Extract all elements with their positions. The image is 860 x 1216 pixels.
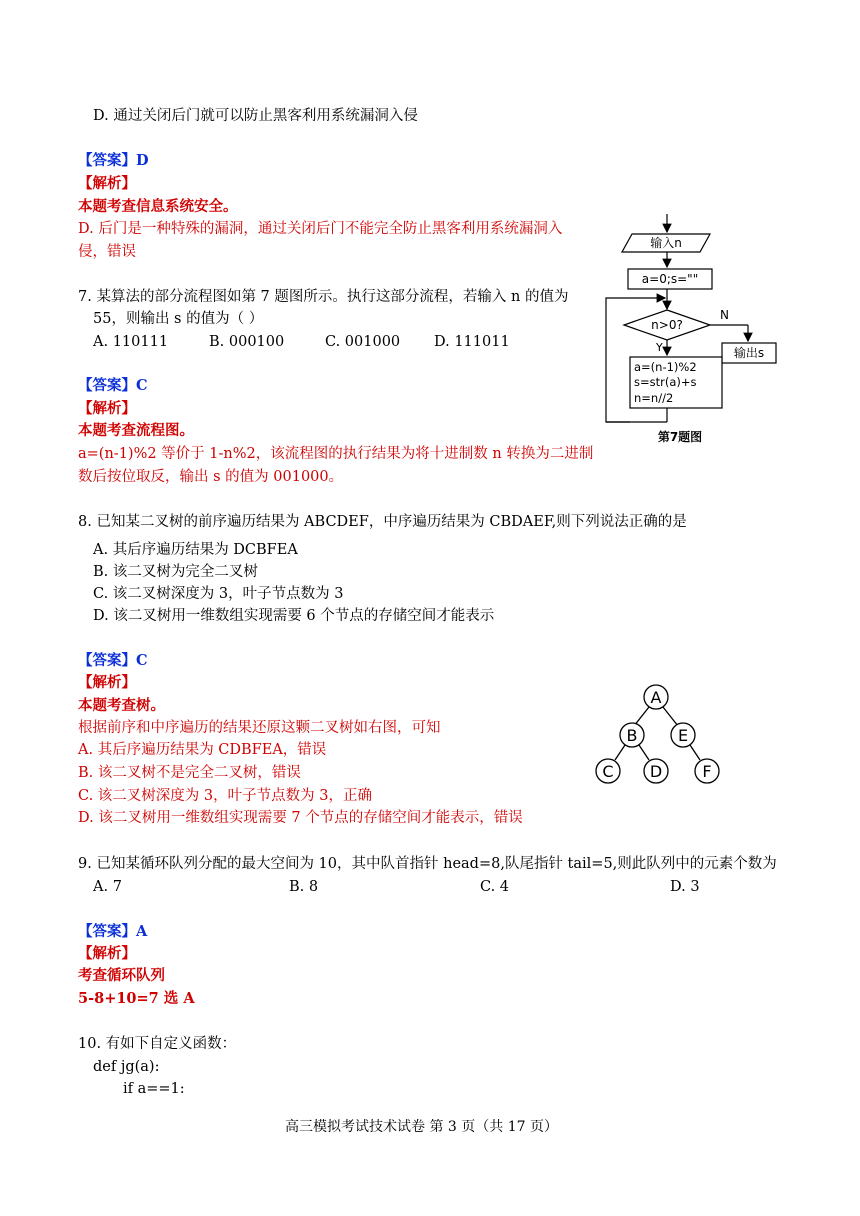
- q8-option-a: A. 其后序遍历结果为 DCBFEA: [93, 542, 298, 558]
- flow-caption: 第7题图: [657, 430, 703, 444]
- q10-code-1: def jg(a):: [93, 1059, 160, 1075]
- q6-topic: 本题考查信息系统安全。: [78, 198, 238, 215]
- q9-option-d: D. 3: [670, 879, 700, 895]
- q7-option-d: D. 111011: [434, 334, 510, 350]
- q8-stem: 8. 已知某二叉树的前序遍历结果为 ABCDEF，中序遍历结果为 CBDAEF,则下列说法正确的是: [78, 514, 687, 530]
- q8-explanation-4: C. 该二叉树深度为 3，叶子节点数为 3，正确: [78, 788, 372, 804]
- q7-stem-2: 55，则输出 s 的值为（ ）: [93, 311, 264, 327]
- flow-yes-label: Y: [656, 341, 663, 354]
- q8-topic: 本题考查树。: [78, 697, 165, 714]
- q8-explanation-1: 根据前序和中序遍历的结果还原这颗二叉树如右图，可知: [78, 720, 441, 736]
- q7-option-c: C. 001000: [325, 334, 401, 350]
- q8-answer: 【答案】C: [78, 652, 148, 669]
- q8-explanation-2: A. 其后序遍历结果为 CDBFEA，错误: [78, 742, 327, 758]
- tree-node-c-label: C: [602, 762, 614, 781]
- q9-option-b: B. 8: [289, 879, 319, 895]
- q9-topic: 考查循环队列: [78, 967, 165, 984]
- q7-explanation-1: a=(n-1)%2 等价于 1-n%2，该流程图的执行结果为将十进制数 n 转换为二进制: [78, 446, 594, 462]
- q7-analysis-label: 【解析】: [78, 400, 136, 417]
- tree-node-b-label: B: [626, 726, 638, 745]
- q8-option-d: D. 该二叉树用一维数组实现需要 6 个节点的存储空间才能表示: [93, 608, 495, 624]
- q7-topic: 本题考查流程图。: [78, 422, 194, 439]
- q6-answer: 【答案】D: [78, 152, 149, 169]
- q9-analysis-label: 【解析】: [78, 945, 136, 962]
- q9-option-c: C. 4: [480, 879, 510, 895]
- q7-explanation-2: 数后按位取反，输出 s 的值为 001000。: [78, 469, 344, 485]
- q8-analysis-label: 【解析】: [78, 674, 136, 691]
- flow-input-text: 输入n: [650, 236, 682, 250]
- flow-body-3: n=n//2: [634, 391, 674, 405]
- tree-node-d-label: D: [649, 762, 663, 781]
- q7-option-b: B. 000100: [209, 334, 285, 350]
- q10-code-2: if a==1:: [123, 1081, 185, 1097]
- q7-answer: 【答案】C: [78, 377, 148, 394]
- q6-explanation-1: D. 后门是一种特殊的漏洞，通过关闭后门不能完全防止黑客利用系统漏洞入: [78, 221, 563, 237]
- q8-binary-tree: [590, 680, 730, 788]
- q8-option-c: C. 该二叉树深度为 3，叶子节点数为 3: [93, 586, 344, 602]
- q8-option-b: B. 该二叉树为完全二叉树: [93, 564, 258, 580]
- q9-option-a: A. 7: [93, 879, 122, 895]
- q6-explanation-2: 侵，错误: [78, 244, 136, 260]
- q7-stem-1: 7. 某算法的部分流程图如第 7 题图所示。执行这部分流程，若输入 n 的值为: [78, 289, 569, 305]
- q8-explanation-3: B. 该二叉树不是完全二叉树，错误: [78, 765, 301, 781]
- flow-body-2: s=str(a)+s: [634, 375, 697, 389]
- tree-node-e-label: E: [677, 726, 689, 745]
- q10-stem: 10. 有如下自定义函数：: [78, 1036, 237, 1052]
- q6-option-d: D. 通过关闭后门就可以防止黑客利用系统漏洞入侵: [93, 108, 418, 124]
- q7-option-a: A. 110111: [93, 334, 169, 350]
- flow-no-label: N: [720, 308, 729, 322]
- tree-node-a-label: A: [650, 688, 662, 707]
- flow-condition-text: n>0?: [651, 318, 683, 332]
- flow-init-text: a=0;s="": [641, 272, 699, 286]
- q9-explanation: 5-8+10=7 选 A: [78, 990, 195, 1007]
- q9-answer: 【答案】A: [78, 923, 148, 940]
- q7-flowchart: [596, 210, 792, 450]
- page-footer: 高三模拟考试技术试卷 第 3 页（共 17 页）: [285, 1119, 558, 1135]
- q6-analysis-label: 【解析】: [78, 175, 136, 192]
- flow-output-text: 输出s: [733, 346, 765, 360]
- tree-node-f-label: F: [702, 762, 712, 781]
- q8-explanation-5: D. 该二叉树用一维数组实现需要 7 个节点的存储空间才能表示，错误: [78, 810, 523, 826]
- flow-body-1: a=(n-1)%2: [634, 360, 697, 374]
- q9-stem: 9. 已知某循环队列分配的最大空间为 10，其中队首指针 head=8,队尾指针 tail=5,则此队列中的元素个数为: [78, 856, 777, 872]
